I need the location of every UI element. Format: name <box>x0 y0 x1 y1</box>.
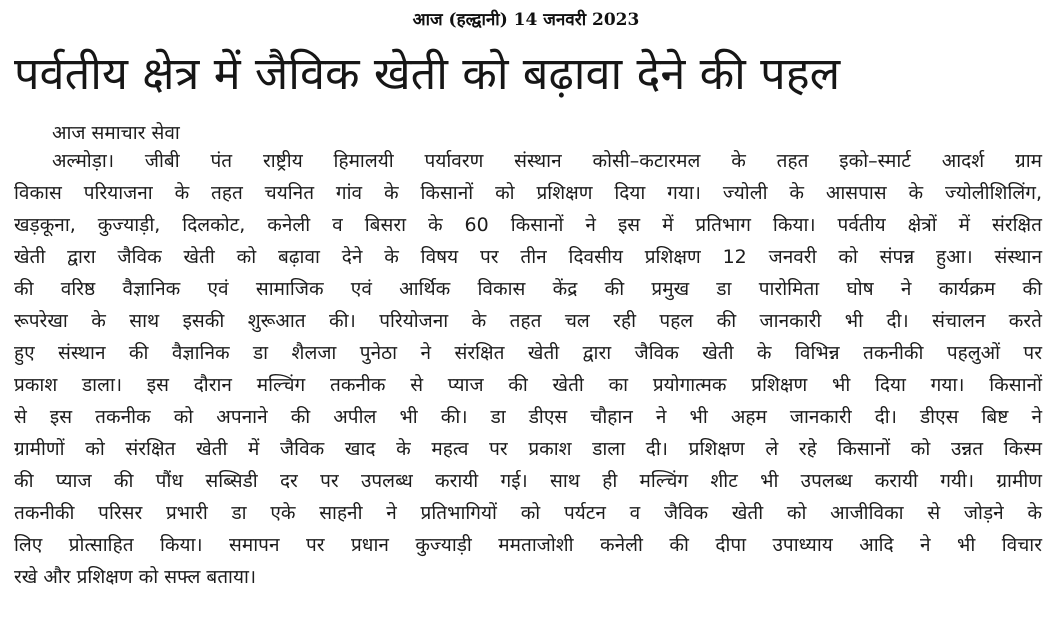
article-body-line: विकास परियाजना के तहत चयनित गांव के किसानों को प्रशिक्षण दिया गया। ज्योली के आसपास के ज्योलीशिलिंग, <box>14 182 1042 204</box>
article-body-line: रूपरेखा के साथ इसकी शुरूआत की। परियोजना के तहत चल रही पहल की जानकारी भी दी। संचालन करते <box>14 310 1042 332</box>
article-body-line: खड़कूना, कुज्याड़ी, दिलकोट, कनेली व बिसरा के 60 किसानों ने इस में प्रतिभाग किया। पर्वतीय क्षेत्रों में संरक्षित <box>14 214 1042 236</box>
article-body-line: की प्याज की पौंध सब्सिडी दर पर उपलब्ध करायी गई। साथ ही मल्चिंग शीट भी उपलब्ध करायी गयी। ग्रामीण <box>14 470 1042 492</box>
article-body-line: तकनीकी परिसर प्रभारी डा एके साहनी ने प्रतिभागियों को पर्यटन व जैविक खेती को आजीविका से जोड़ने के <box>14 502 1042 524</box>
source-dateline: आज (हल्द्वानी) 14 जनवरी 2023 <box>412 10 640 30</box>
article-body-line: रखे और प्रशिक्षण को सफ्ल बताया। <box>14 566 257 588</box>
article-body-line: खेती द्वारा जैविक खेती को बढ़ावा देने के विषय पर तीन दिवसीय प्रशिक्षण 12 जनवरी को संपन्न हुआ। संस्थान <box>14 246 1042 268</box>
article-headline: पर्वतीय क्षेत्र में जैविक खेती को बढ़ावा देने की पहल <box>14 47 841 100</box>
article-body-line: लिए प्रोत्साहित किया। समापन पर प्रधान कुज्याड़ी ममताजोशी कनेली की दीपा उपाध्याय आदि ने भी विचार <box>14 534 1042 556</box>
article-body-line: ग्रामीणों को संरक्षित खेती में जैविक खाद के महत्व पर प्रकाश डाला दी। प्रशिक्षण ले रहे किसानों को उन्नत किस्म <box>14 438 1042 460</box>
article-body-line: की वरिष्ठ वैज्ञानिक एवं सामाजिक एवं आर्थिक विकास केंद्र की प्रमुख डा पारोमिता घोष ने कार्यक्रम की <box>14 278 1042 300</box>
article-body-line: से इस तकनीक को अपनाने की अपील भी की। डा डीएस चौहान ने भी अहम जानकारी दी। डीएस बिष्ट ने <box>14 406 1042 428</box>
article-byline: आज समाचार सेवा <box>52 122 180 144</box>
article-body-line: हुए संस्थान की वैज्ञानिक डा शैलजा पुनेठा ने संरक्षित खेती द्वारा जैविक खेती के विभिन्न तकनीकी पहलुओं पर <box>14 342 1042 364</box>
article-body-line: अल्मोड़ा। जीबी पंत राष्ट्रीय हिमालयी पर्यावरण संस्थान कोसी–कटारमल के तहत इको–स्मार्ट आदर्श ग्राम <box>52 150 1042 172</box>
article-body-line: प्रकाश डाला। इस दौरान मल्चिंग तकनीक से प्याज की खेती का प्रयोगात्मक प्रशिक्षण भी दिया गया। किसानों <box>14 374 1042 396</box>
